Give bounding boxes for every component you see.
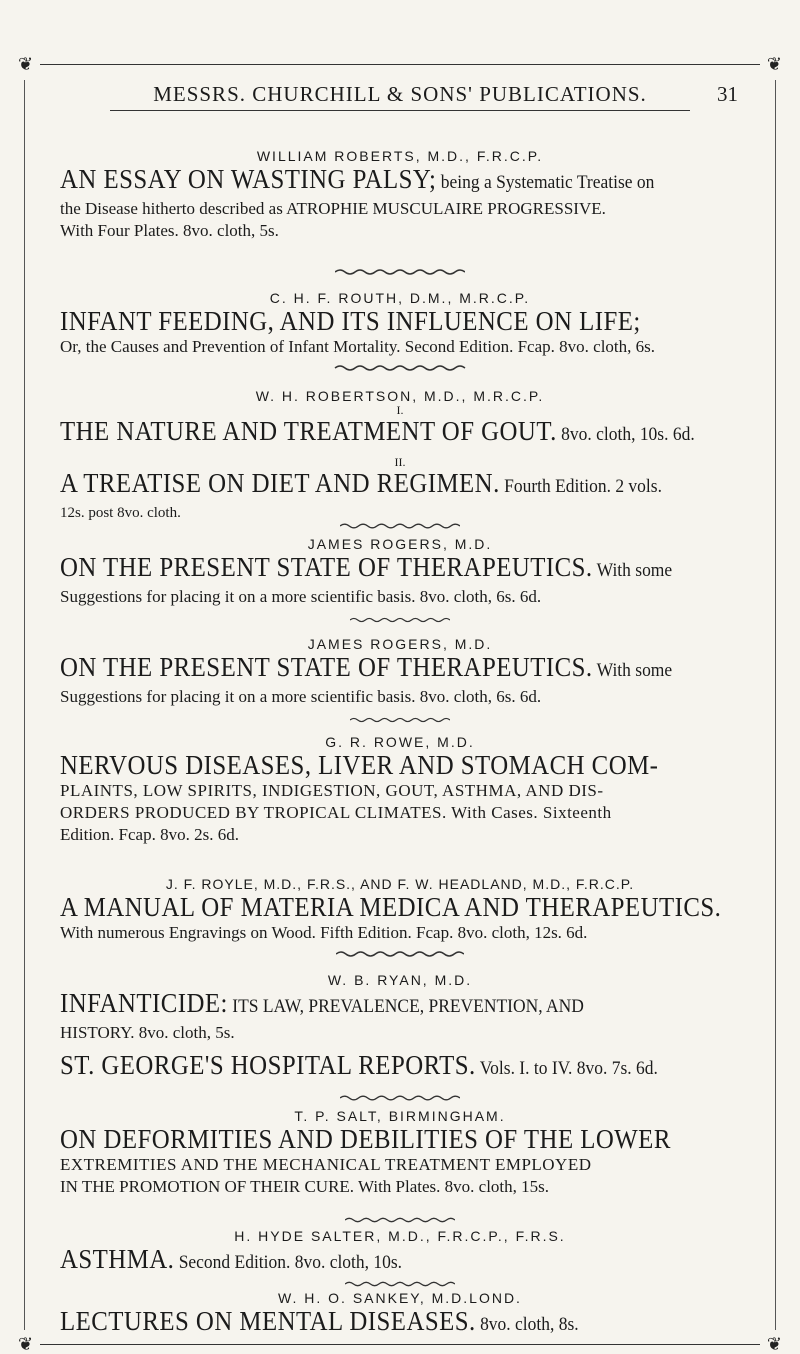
catalog-entry [60, 1050, 740, 1084]
entry-line: With numerous Engravings on Wood. Fifth Edition. Fcap. 8vo. cloth, 12s. 6d. [60, 923, 588, 942]
catalog-entry [60, 734, 740, 846]
catalog-entry [60, 148, 740, 242]
ornamental-divider [340, 1094, 460, 1102]
catalog-entry [60, 876, 740, 944]
ornamental-divider [336, 950, 464, 958]
entry-line: HISTORY. 8vo. cloth, 5s. [60, 1023, 235, 1042]
page-number: 31 [717, 82, 738, 106]
entry-title: NERVOUS DISEASES, LIVER AND STOMACH COM- [60, 750, 659, 780]
entry-title-2: A TREATISE ON DIET AND REGIMEN. Fourth Edition. 2 vols. [60, 468, 662, 498]
entry-title: A MANUAL OF MATERIA MEDICA AND THERAPEUTICS. [60, 892, 722, 922]
catalog-entry [60, 1228, 740, 1278]
entry-line: Suggestions for placing it on a more scientific basis. 8vo. cloth, 6s. 6d. [60, 587, 542, 606]
entry-title: AN ESSAY ON WASTING PALSY; being a Systematic Treatise on [60, 164, 655, 194]
entry-line: EXTREMITIES AND THE MECHANICAL TREATMENT EMPLOYED [60, 1155, 592, 1174]
entry-author: H. HYDE SALTER, M.D., F.R.C.P., F.R.S. [234, 1228, 566, 1244]
entry-title: LECTURES ON MENTAL DISEASES. 8vo. cloth, 8s. [60, 1306, 579, 1336]
left-border [24, 80, 25, 1330]
entry-title: ON THE PRESENT STATE OF THERAPEUTICS. With some [60, 652, 673, 682]
ornamental-divider [350, 616, 450, 624]
corner-ornament-bl-icon: ❦ [18, 1334, 34, 1354]
entry-author: W. H. ROBERTSON, M.D., M.R.C.P. [255, 388, 545, 404]
entry-line: With Four Plates. 8vo. cloth, 5s. [60, 221, 279, 240]
entry-title: ON DEFORMITIES AND DEBILITIES OF THE LOWER [60, 1124, 671, 1154]
entry-title: ON THE PRESENT STATE OF THERAPEUTICS. With some [60, 552, 673, 582]
entry-author: J. F. ROYLE, M.D., F.R.S., AND F. W. HEADLAND, M.D., F.R.C.P. [165, 876, 635, 892]
ornamental-divider [320, 364, 480, 372]
entry-author: WILLIAM ROBERTS, M.D., F.R.C.P. [256, 148, 544, 164]
entry-author: G. R. ROWE, M.D. [325, 734, 475, 750]
entry-title: THE NATURE AND TREATMENT OF GOUT. 8vo. cloth, 10s. 6d. [60, 416, 695, 446]
entry-title: INFANTICIDE: ITS LAW, PREVALENCE, PREVENTION, AND [60, 988, 584, 1018]
catalog-entry [60, 636, 740, 708]
entry-author: JAMES ROGERS, M.D. [307, 636, 493, 652]
entry-author: C. H. F. ROUTH, D.M., M.R.C.P. [269, 290, 531, 306]
entry-line: 12s. post 8vo. cloth. [60, 505, 181, 521]
ornamental-divider [345, 1216, 455, 1224]
catalog-entry [60, 388, 740, 524]
catalog-entry [60, 972, 740, 1044]
entry-line: IN THE PROMOTION OF THEIR CURE. With Plates. 8vo. cloth, 15s. [60, 1177, 550, 1196]
entry-author: T. P. SALT, BIRMINGHAM. [294, 1108, 506, 1124]
numeral: I. [396, 403, 404, 417]
catalog-entry [60, 1290, 740, 1340]
entry-line: Suggestions for placing it on a more scientific basis. 8vo. cloth, 6s. 6d. [60, 687, 542, 706]
catalog-entry [60, 290, 740, 358]
entry-author: JAMES ROGERS, M.D. [307, 536, 493, 552]
catalog-entry [60, 536, 740, 608]
corner-ornament-br-icon: ❦ [766, 1334, 782, 1354]
right-border [775, 80, 776, 1330]
entry-line: ORDERS PRODUCED BY TROPICAL CLIMATES. With Cases. Sixteenth [60, 803, 612, 822]
numeral: II. [394, 455, 406, 469]
header-rule [110, 110, 690, 111]
entry-author: W. H. O. SANKEY, M.D.LOND. [278, 1290, 522, 1306]
entry-title: ASTHMA. Second Edition. 8vo. cloth, 10s. [60, 1244, 403, 1274]
entry-title: INFANT FEEDING, AND ITS INFLUENCE ON LIFE; [60, 306, 641, 336]
entry-line: Edition. Fcap. 8vo. 2s. 6d. [60, 825, 239, 844]
entry-line: Or, the Causes and Prevention of Infant Mortality. Second Edition. Fcap. 8vo. cloth, 6s. [60, 337, 655, 356]
corner-ornament-tr-icon: ❦ [766, 54, 782, 74]
bottom-border [40, 1344, 760, 1345]
entry-author: W. B. RYAN, M.D. [327, 972, 473, 988]
corner-ornament-tl-icon: ❦ [18, 54, 34, 74]
ornamental-divider [350, 716, 450, 724]
entry-line: the Disease hitherto described as ATROPHIE MUSCULAIRE PROGRESSIVE. [60, 199, 606, 218]
ornamental-divider [340, 522, 460, 530]
entry-title: ST. GEORGE'S HOSPITAL REPORTS. Vols. I. to IV. 8vo. 7s. 6d. [60, 1050, 658, 1080]
top-border [40, 64, 760, 65]
ornamental-divider [335, 268, 465, 276]
ornamental-divider [345, 1280, 455, 1288]
page-header: MESSRS. CHURCHILL & SONS' PUBLICATIONS. [153, 82, 647, 106]
entry-line: PLAINTS, LOW SPIRITS, INDIGESTION, GOUT, ASTHMA, AND DIS- [60, 781, 604, 800]
catalog-entry [60, 1108, 740, 1198]
